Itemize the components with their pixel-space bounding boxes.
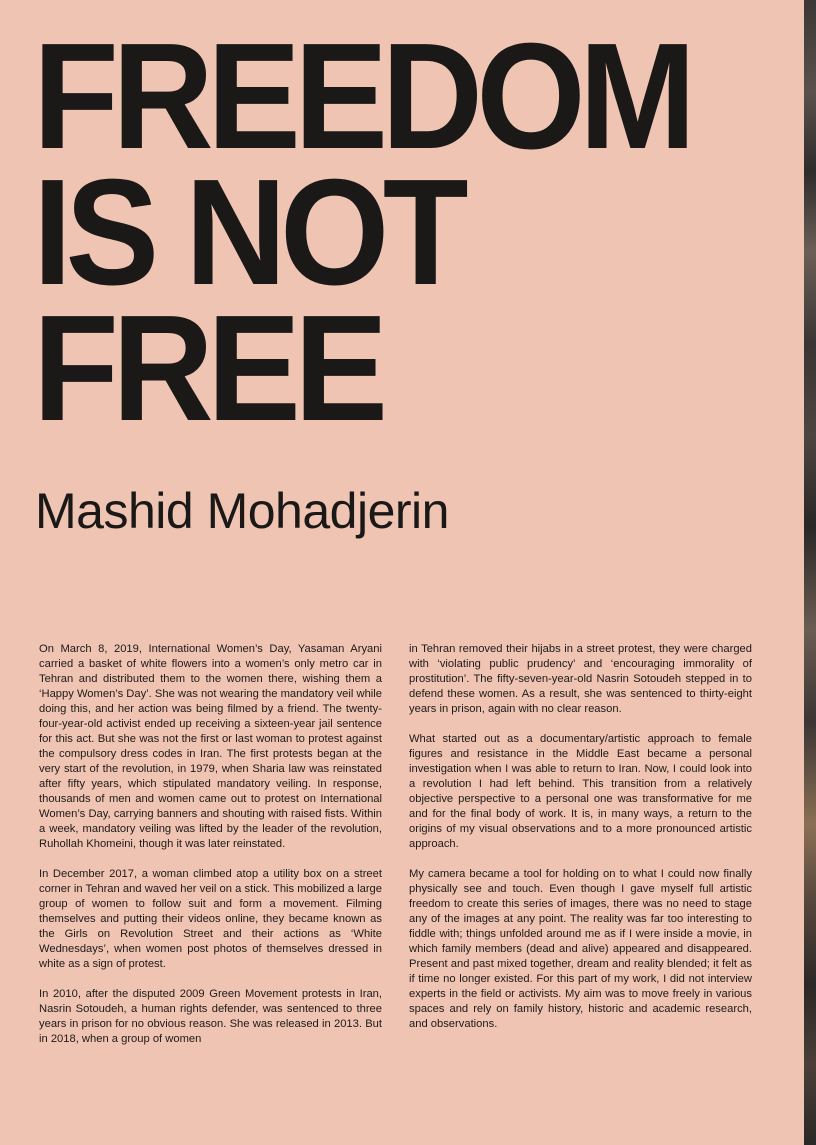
title-line-2: IS NOT (33, 147, 463, 316)
article-title (33, 11, 690, 452)
title-line-1: FREEDOM (33, 11, 690, 180)
paragraph: In 2010, after the disputed 2009 Green Movement protests in Iran, Nasrin Sotoudeh, a human rights defender, was sentenced to three years in prison for no obvious reason. She was released in 2013. But in 2018, when a group of women (39, 988, 382, 1045)
paragraph: What started out as a documentary/artistic approach to female figures and resistance in the Middle East became a personal investigation when I was able to return to Iran. Now, I could look into a revolution I had left behind. This transition from a relatively objective perspective to a personal one was transformative for me and for the final body of work. It is, in many ways, a return to the origins of my visual observations and to a more pronounced artistic approach. (409, 733, 752, 850)
body-column-left (39, 642, 382, 1062)
paragraph: My camera became a tool for holding on to what I could now finally physically see and touch. Even though I gave myself full artistic freedom to create this series of images, there was no need to stage any of the images at any point. The reality was far too interesting to fiddle with; things unfolded around me as if I were inside a movie, in which family members (dead and alive) appeared and disappeared. Present and past mixed together, dream and reality blended; it felt as if time no longer existed. For this part of my work, I did not interview experts in the field or activists. My aim was to move freely in various spaces and rely on family history, historic and academic research, and observations. (409, 868, 752, 1030)
body-column-right (409, 642, 752, 1047)
paragraph: On March 8, 2019, International Women’s Day, Yasaman Aryani carried a basket of white flowers into a women’s only metro car in Tehran and distributed them to the women there, wishing them a ‘Happy Women’s Day’. She was not wearing the mandatory veil while doing this, and her action was being filmed by a friend. The twenty-four-year-old activist ended up receiving a sixteen-year jail sentence for this act. But she was not the first or last woman to protest against the compulsory dress codes in Iran. The first protests began at the very start of the revolution, in 1979, when Sharia law was reinstated after fifty years, which stipulated mandatory veiling. In response, thousands of men and women came out to protest on International Women’s Day, carrying banners and shouting with raised fists. Within a week, mandatory veiling was lifted by the leader of the revolution, Ruhollah Khomeini, though it was later reinstated. (39, 643, 382, 850)
title-line-3: FREE (33, 283, 382, 452)
adjacent-page-photo-edge (804, 0, 816, 1145)
paragraph: in Tehran removed their hijabs in a street protest, they were charged with ‘violating public prudency’ and ‘encouraging immorality of prostitution’. The fifty-seven-year-old Nasrin Sotoudeh stepped in to defend these women. As a result, she was sentenced to thirty-eight years in prison, again with no clear reason. (409, 643, 752, 715)
author-name: Mashid Mohadjerin (35, 483, 449, 539)
paragraph: In December 2017, a woman climbed atop a utility box on a street corner in Tehran and waved her veil on a stick. This mobilized a large group of women to follow suit and form a movement. Filming themselves and putting their videos online, they became known as the Girls on Revolution Street and their actions as ‘White Wednesdays’, when women post photos of themselves dressed in white as a sign of protest. (39, 868, 382, 970)
